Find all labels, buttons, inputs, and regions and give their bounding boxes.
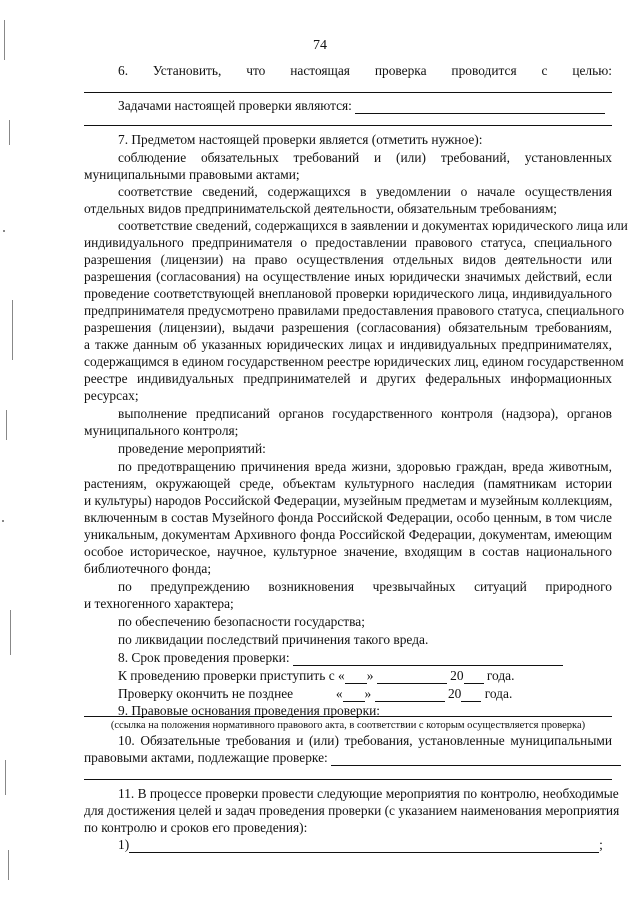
s7-p7-line: по предупреждению возникновения чрезвычайных ситуаций природного [118,579,612,594]
term-blank [293,652,563,666]
s7-p1-line: муниципальными правовыми актами; [84,167,300,182]
item-1-blank [129,839,599,853]
section-9-note: (ссылка на положения нормативного правового акта, в соответствии с которым осуществляется проверка) [110,720,586,731]
month-blank [377,670,447,684]
s11-line: 11. В процессе проверки провести следующие мероприятия по контролю, необходимые [118,786,619,801]
fill-line [84,779,612,780]
s7-p3-line: предпринимателя предусмотрено правилами предоставления правового статуса, специального [84,303,625,318]
quote-close: » [366,668,374,683]
s10-line: правовыми актами, подлежащие проверке: [84,750,328,765]
month-blank [375,688,445,702]
s7-p3-line: разрешения (согласования) на осуществление иных юридически значимых действий, если [84,269,612,284]
s11-item-1-line [118,836,612,853]
year-suffix: года. [484,686,513,701]
s11-item-1-label: 1) [118,837,130,852]
s7-p6-line: и культуры) народов Российской Федерации, музейным предметам и музейным коллекциям, [84,493,613,508]
s7-p6-line: библиотечного фонда; [84,561,212,576]
s11-line: по контролю и сроков его проведения): [84,820,308,835]
end-date-line [118,685,612,702]
day-blank [343,688,365,702]
s7-p3-line: реестре индивидуальных предпринимателей и других федеральных информационных [84,371,612,386]
year-prefix: 20 [450,668,464,683]
s7-p6-line: включенным в состав Музейного фонда Российской Федерации, особо ценным, в том числе [84,510,612,525]
s7-p3-line: проведение соответствующей внеплановой проверки юридического лица, индивидуального [84,286,612,301]
s7-p6-line: особое историческое, научное, культурное значение, входящим в состав национального [84,544,612,559]
s7-p3-line: соответствие сведений, содержащихся в заявлении и документах юридического лица или [118,218,628,233]
s7-p6-line: уникальным, документам Архивного фонда Российской Федерации, документам, имеющим [84,527,612,542]
year-blank [461,688,481,702]
end-date-label: Проверку окончить не позднее [118,686,294,701]
s7-p4-line: выполнение предписаний органов государственного контроля (надзора), органов [118,406,612,421]
section-6-line [118,62,612,79]
s6-word: целью: [572,63,612,78]
quote-open: « [335,686,343,701]
fill-line [84,92,612,93]
tasks-label: Задачами настоящей проверки являются: [118,98,352,113]
s7-p3-line: а также данным об указанных юридических лицах и индивидуальных предпринимателях, [84,337,612,352]
s10-line-2 [84,749,612,766]
section-9-title: 9. Правовые основания проведения проверки: [118,703,380,718]
s6-word: что [246,63,266,78]
section-8-title-line [118,649,612,666]
item-1-end: ; [599,837,603,852]
section-8-title: 8. Срок проведения проверки: [118,650,290,665]
s10-line: 10. Обязательные требования и (или) требования, установленные муниципальными [118,733,612,748]
year-blank [464,670,484,684]
s11-line: для достижения целей и задач проведения проверки (с указанием наименования мероприятия [84,803,620,818]
s6-word: настоящая [290,63,350,78]
s7-p8-line: по обеспечению безопасности государства; [118,614,365,629]
fill-line [84,125,612,126]
tasks-blank [355,100,605,114]
start-date-line [118,667,612,684]
s7-p3-line: индивидуального предпринимателя о предоставлении правового статуса, специального [84,235,612,250]
s6-word: проверка [374,63,427,78]
s7-p3-line: содержащимся в едином государственном реестре юридических лиц, едином государственном [84,354,624,369]
s7-p3-line: разрешения (лицензии), выдачи разрешения (согласования) обязательным требованиям, [84,320,612,335]
tasks-line [118,97,612,114]
page-number: 74 [313,38,327,53]
s7-p2-line: отдельных видов предпринимательской деятельности, обязательным требованиям; [84,201,558,216]
year-prefix: 20 [447,686,462,701]
requirements-blank [331,752,621,766]
year-suffix: года. [486,668,515,683]
s6-word: проводится [451,63,517,78]
scan-margin-noise [0,0,20,905]
s6-word: 6. [118,63,129,78]
s7-p9-line: по ликвидации последствий причинения такого вреда. [118,632,429,647]
day-blank [345,670,367,684]
s7-p2-line: соответствие сведений, содержащихся в уведомлении о начале осуществления [118,184,612,199]
s7-p1-line: соблюдение обязательных требований и (или) требований, установленных [118,150,612,165]
s7-p7-line: и техногенного характера; [84,596,234,611]
quote-close: » [364,686,372,701]
section-7-title: 7. Предметом настоящей проверки является (отметить нужное): [118,132,483,147]
s7-p6-line: по предотвращению причинения вреда жизни, здоровью граждан, вреда животным, [118,459,612,474]
s7-p3-line: ресурсах; [84,388,139,403]
s7-p6-line: растениям, окружающей среде, объектам культурного наследия (памятникам истории [84,476,612,491]
s7-p5-line: проведение мероприятий: [118,441,266,456]
start-date-label: К проведению проверки приступить с « [118,668,345,683]
s7-p3-line: разрешения (лицензии) на право осуществления отдельных видов деятельности или [84,252,612,267]
s6-word: с [541,63,548,78]
s6-word: Установить, [152,63,222,78]
s7-p4-line: муниципального контроля; [84,423,239,438]
